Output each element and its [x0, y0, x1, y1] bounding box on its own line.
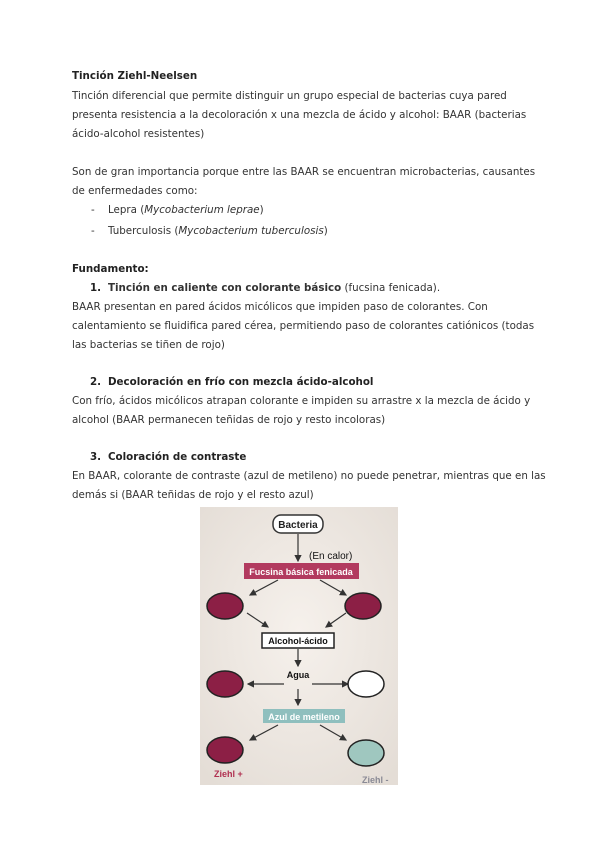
heat-note: (En calor): [309, 551, 353, 562]
intro-line: presenta resistencia a la decoloración x una mezcla de ácido y alcohol: BAAR (bacterias: [72, 109, 527, 121]
disease-tuberculosis: [108, 222, 328, 241]
step-2-line: Con frío, ácidos micólicos atrapan colorante e impiden su arrastre x la mezcla de ácido y: [72, 395, 531, 407]
step-title: Decoloración en frío con mezcla ácido-alcohol: [108, 376, 374, 388]
step-title-suffix: (fucsina fenicada).: [341, 282, 441, 294]
step-number: 3.: [90, 451, 102, 463]
alcohol-acid-label: Alcohol-ácido: [268, 636, 328, 646]
methylene-blue-label: Azul de metileno: [268, 712, 340, 722]
bacterium-red: [207, 737, 243, 763]
importance-line: Son de gran importancia porque entre las BAAR se encuentran microbacterias, causantes: [72, 166, 536, 178]
close-paren: ): [259, 204, 264, 216]
document-title: Tinción Ziehl-Neelsen: [72, 70, 198, 82]
disease-name: Lepra (: [108, 204, 145, 216]
step-2-line: alcohol (BAAR permanecen teñidas de rojo y resto incoloras): [72, 414, 386, 426]
step-1-line: calentamiento se fluidifica pared cérea, permitiendo paso de colorantes catiónicos (todas: [72, 320, 535, 332]
bacterium-blue: [348, 740, 384, 766]
step-title: Coloración de contraste: [108, 451, 247, 463]
step-3-line: demás si (BAAR teñidas de rojo y el resto azul): [72, 489, 314, 501]
step-1-line: BAAR presentan en pared ácidos micólicos que impiden paso de colorantes. Con: [72, 301, 488, 313]
bacterium-red: [345, 593, 381, 619]
step-number: 2.: [90, 376, 102, 388]
species-name: Mycobacterium tuberculosis: [178, 225, 324, 237]
ziehl-positive-label: Ziehl +: [214, 769, 243, 779]
intro-line: ácido-alcohol resistentes): [72, 128, 205, 140]
disease-lepra: [108, 201, 264, 220]
species-name: Mycobacterium leprae: [144, 204, 260, 216]
bullet-dash: -: [91, 225, 95, 237]
step-1-line: las bacterias se tiñen de rojo): [72, 339, 225, 351]
water-label: Agua: [286, 670, 310, 680]
step-number: 1.: [90, 282, 102, 294]
importance-line: de enfermedades como:: [72, 185, 198, 197]
bacterium-colorless: [348, 671, 384, 697]
fuchsin-label: Fucsina básica fenicada: [249, 567, 353, 577]
step-title: Tinción en caliente con colorante básico: [108, 282, 342, 294]
intro-line: Tinción diferencial que permite distinguir un grupo especial de bacterias cuya pared: [72, 90, 507, 102]
step-1-title: [108, 279, 440, 298]
bacterium-red: [207, 671, 243, 697]
fundamento-heading: Fundamento:: [72, 263, 149, 275]
ziehl-negative-label: Ziehl -: [362, 775, 389, 785]
ziehl-neelsen-diagram: [200, 507, 398, 785]
step-3-line: En BAAR, colorante de contraste (azul de metileno) no puede penetrar, mientras que en las: [72, 470, 546, 482]
bullet-dash: -: [91, 204, 95, 216]
bacteria-label: Bacteria: [278, 520, 318, 531]
close-paren: ): [323, 225, 328, 237]
bacterium-red: [207, 593, 243, 619]
disease-name: Tuberculosis (: [108, 225, 179, 237]
